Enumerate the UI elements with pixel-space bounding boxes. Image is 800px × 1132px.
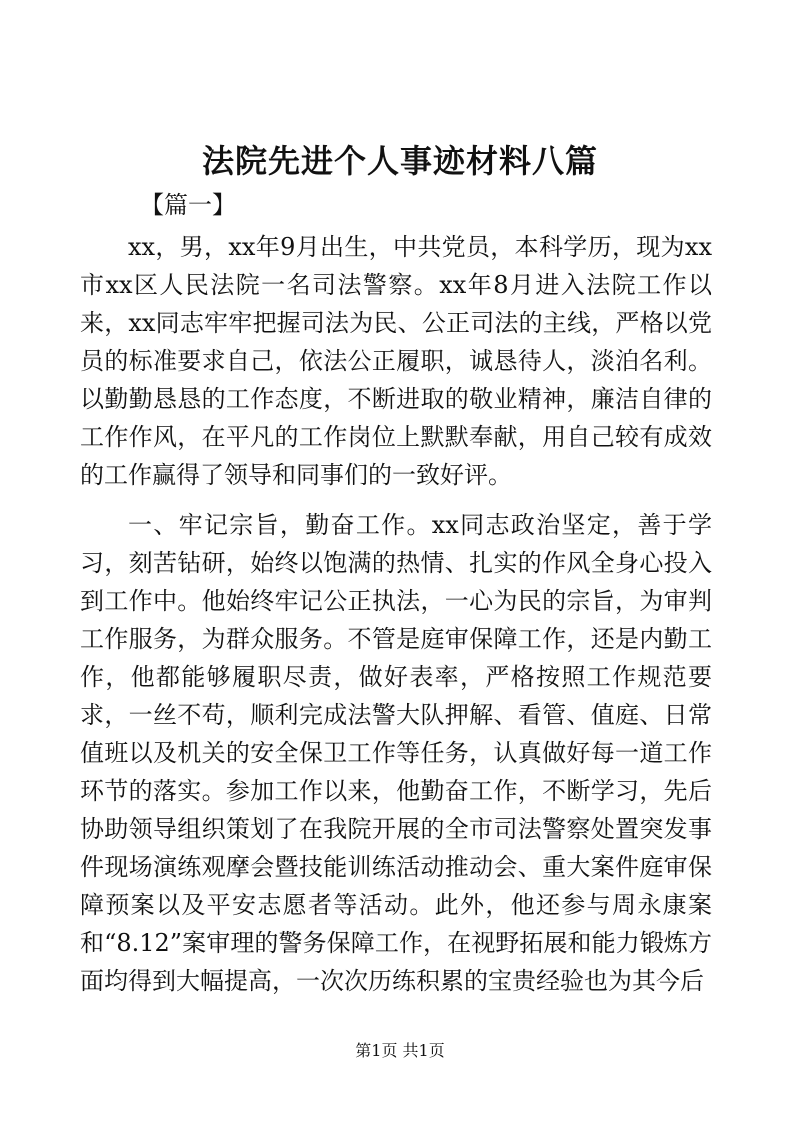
body-paragraph-1: xx，男，xx年9月出生，中共党员，本科学历，现为xx市xx区人民法院一名司法警察。xx年8月进入法院工作以来，xx同志牢牢把握司法为民、公正司法的主线，严格以党员的标准要求自己，依法公正履职，诚恳待人，淡泊名利。以勤勤恳恳的工作态度，不断进取的敬业精神，廉洁自律的工作作风，在平凡的工作岗位上默默奉献，用自己较有成效的工作赢得了领导和同事们的一致好评。 bbox=[80, 233, 712, 489]
document-title: 法院先进个人事迹材料八篇 bbox=[201, 142, 598, 180]
section-heading: 【篇一】 bbox=[140, 191, 236, 219]
body-paragraph-2: 一、牢记宗旨，勤奋工作。xx同志政治坚定，善于学习，刻苦钻研，始终以饱满的热情、扎实的作风全身心投入到工作中。他始终牢记公正执法，一心为民的宗旨，为审判工作服务，为群众服务。不管是庭审保障工作，还是内勤工作，他都能够履职尽责，做好表率，严格按照工作规范要求，一丝不苟，顺利完成法警大队押解、看管、值庭、日常值班以及机关的安全保卫工作等任务，认真做好每一道工作环节的落实。参加工作以来，他勤奋工作，不断学习，先后协助领导组织策划了在我院开展的全市司法警察处置突发事件现场演练观摩会暨技能训练活动推动会、重大案件庭审保障预案以及平安志愿者等活动。此外，他还参与周永康案和“8.12”案审理的警务保障工作，在视野拓展和能力锻炼方面均得到大幅提高，一次次历练积累的宝贵经验也为其今后 bbox=[80, 511, 712, 995]
page-footer: 第1页 共1页 bbox=[355, 1041, 445, 1060]
